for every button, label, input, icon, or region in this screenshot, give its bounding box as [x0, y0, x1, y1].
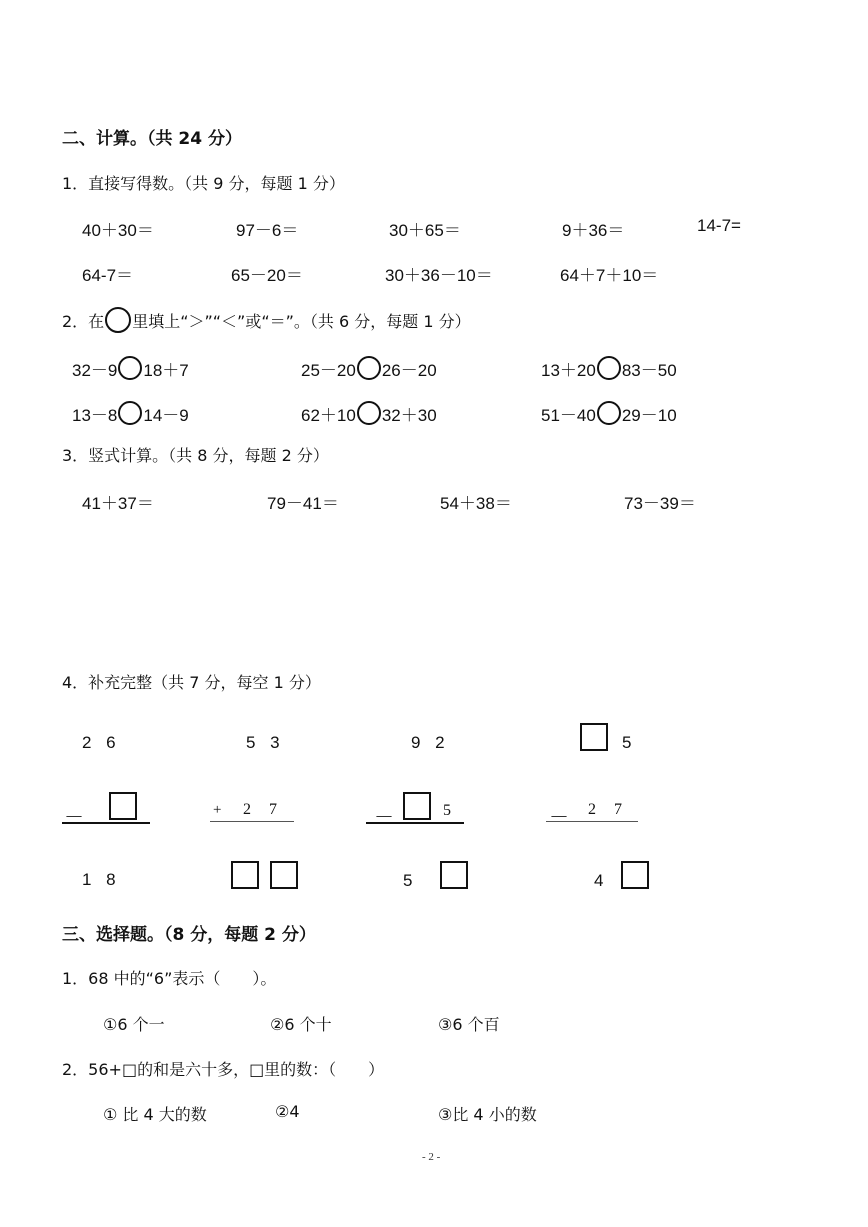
compare-item — [72, 401, 189, 429]
answer-box[interactable] — [270, 861, 298, 889]
s3-q1-option[interactable]: ②6 个十 — [270, 1015, 332, 1034]
page-number: - 2 - — [422, 1151, 441, 1163]
q2-prompt-before: 2．在 — [62, 312, 105, 331]
compare-right: 26－20 — [381, 361, 437, 380]
q3-prompt: 3．竖式计算。（共 8 分，每题 2 分） — [62, 446, 329, 465]
compare-item — [541, 401, 677, 429]
compare-left: 51－40 — [541, 406, 596, 425]
q3-item: 73－39＝ — [624, 494, 696, 513]
p4-op: － — [549, 807, 569, 829]
compare-item — [72, 356, 189, 384]
s3-q2-option[interactable]: ① 比 4 大的数 — [103, 1105, 207, 1124]
s3-q1-prompt: 1．68 中的“6”表示（ ）。 — [62, 969, 277, 988]
compare-circle[interactable] — [597, 356, 621, 380]
compare-right: 29－10 — [621, 406, 677, 425]
answer-box[interactable] — [109, 792, 137, 820]
compare-circle[interactable] — [597, 401, 621, 425]
p4-bottom: 4 — [594, 871, 604, 890]
compare-left: 32－9 — [72, 361, 118, 380]
q1-item: 65－20＝ — [231, 266, 303, 285]
answer-box[interactable] — [621, 861, 649, 889]
q1-item: 30＋36－10＝ — [385, 266, 493, 285]
q1-item: 14-7= — [697, 216, 741, 235]
s3-q1-option[interactable]: ①6 个一 — [103, 1015, 165, 1034]
circle-icon — [105, 307, 131, 333]
q1-item: 64-7＝ — [82, 266, 134, 285]
compare-circle[interactable] — [118, 356, 142, 380]
p2-divider — [210, 821, 294, 822]
compare-right: 14－9 — [143, 406, 189, 425]
q1-item: 40＋30＝ — [82, 221, 154, 240]
compare-item — [301, 401, 437, 429]
p4-mid: 2 7 — [588, 801, 629, 818]
p3-divider — [366, 822, 464, 824]
p1-bottom: 1 8 — [82, 870, 121, 889]
q2-prompt-after: 里填上“＞”“＜”或“＝”。（共 6 分，每题 1 分） — [132, 312, 471, 331]
p1-top: 2 6 — [82, 733, 121, 752]
p2-op: + — [213, 802, 222, 818]
p2-mid: 2 7 — [243, 801, 284, 818]
s3-q1-option[interactable]: ③6 个百 — [438, 1015, 500, 1034]
q1-prompt: 1．直接写得数。（共 9 分，每题 1 分） — [62, 174, 345, 193]
p4-top: 5 — [622, 733, 632, 752]
s3-q2-prompt: 2．56+□的和是六十多，□里的数：（ ） — [62, 1060, 385, 1079]
s3-q2-option[interactable]: ③比 4 小的数 — [438, 1105, 537, 1124]
answer-box[interactable] — [580, 723, 608, 751]
q1-item: 64＋7＋10＝ — [560, 266, 659, 285]
q1-item: 30＋65＝ — [389, 221, 461, 240]
compare-circle[interactable] — [118, 401, 142, 425]
q1-item: 97－6＝ — [236, 221, 299, 240]
section2-title: 二、计算。（共 24 分） — [62, 129, 242, 149]
p2-top: 5 3 — [246, 733, 285, 752]
compare-left: 25－20 — [301, 361, 356, 380]
p3-op: － — [374, 807, 394, 829]
p4-divider — [546, 821, 638, 822]
p1-divider — [62, 822, 150, 824]
p3-top: 9 2 — [411, 733, 450, 752]
compare-left: 62＋10 — [301, 406, 356, 425]
answer-box[interactable] — [403, 792, 431, 820]
compare-right: 83－50 — [621, 361, 677, 380]
compare-item — [301, 356, 437, 384]
section3-title: 三、选择题。（8 分，每题 2 分） — [62, 925, 316, 945]
compare-item — [541, 356, 677, 384]
q1-item: 9＋36＝ — [562, 221, 625, 240]
p3-bottom: 5 — [403, 871, 413, 890]
compare-right: 18＋7 — [143, 361, 189, 380]
q3-item: 41＋37＝ — [82, 494, 154, 513]
p3-mid: 5 — [443, 802, 451, 819]
compare-left: 13－8 — [72, 406, 118, 425]
s3-q2-option[interactable]: ②4 — [275, 1102, 300, 1121]
compare-circle[interactable] — [357, 401, 381, 425]
answer-box[interactable] — [231, 861, 259, 889]
compare-circle[interactable] — [357, 356, 381, 380]
q3-item: 79－41＝ — [267, 494, 339, 513]
compare-left: 13＋20 — [541, 361, 596, 380]
p1-op: － — [64, 807, 84, 829]
q2-prompt — [62, 309, 471, 336]
answer-box[interactable] — [440, 861, 468, 889]
q3-item: 54＋38＝ — [440, 494, 512, 513]
compare-right: 32＋30 — [381, 406, 437, 425]
q4-prompt: 4．补充完整（共 7 分，每空 1 分） — [62, 673, 321, 692]
